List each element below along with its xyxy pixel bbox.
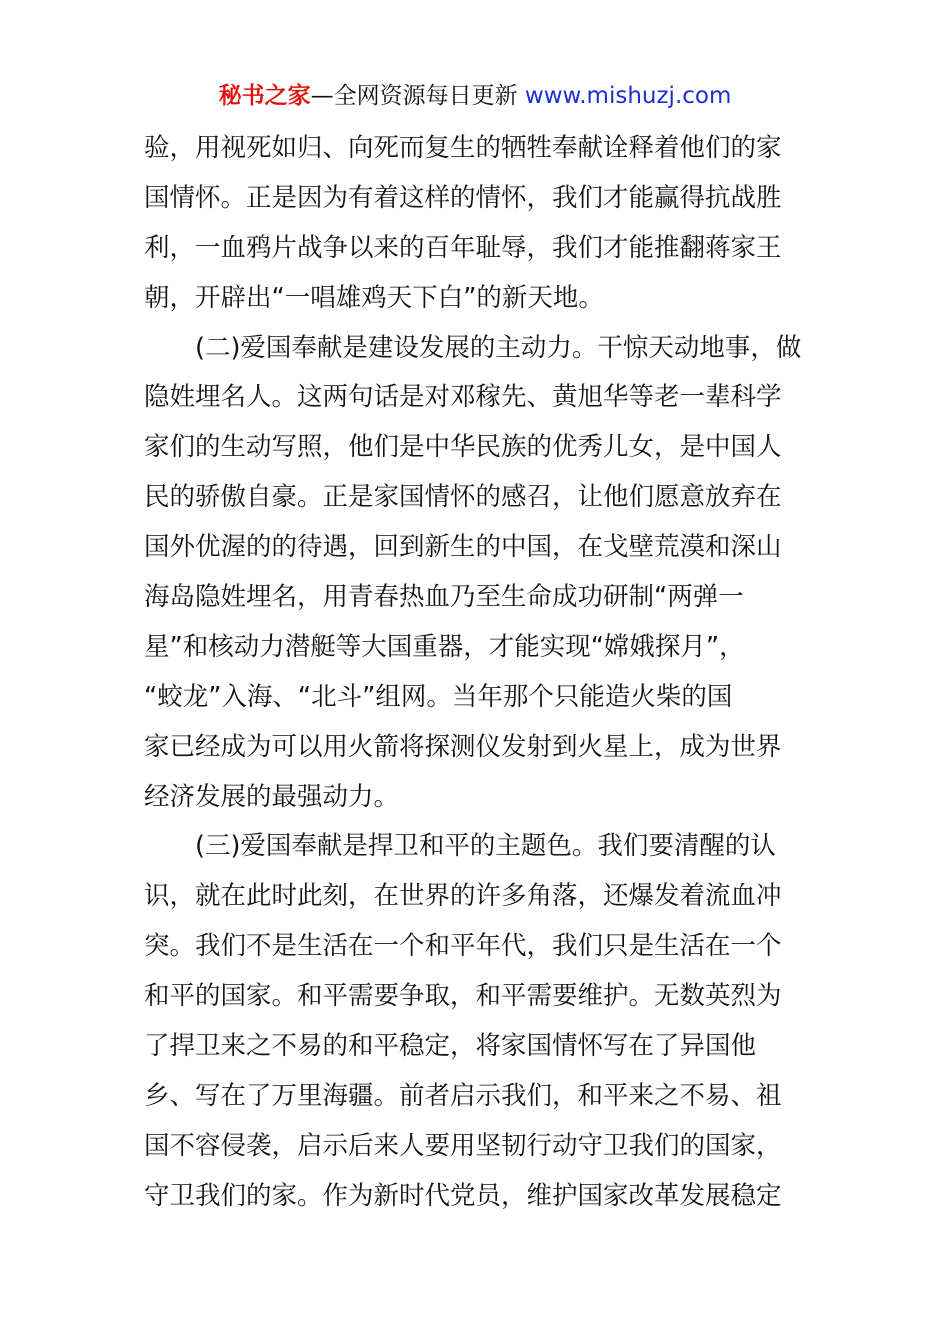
text-line: 国不容侵袭，启示后来人要用坚韧行动守卫我们的国家， <box>144 1130 782 1161</box>
text-line: 星”和核动力潜艇等大国重器，才能实现“嫦娥探月”， <box>144 631 745 662</box>
text-line: 验，用视死如归、向死而复生的牺牲奉献诠释着他们的家 <box>144 133 782 163</box>
text-line: “蛟龙”入海、“北斗”组网。当年那个只能造火柴的国 <box>144 681 733 712</box>
text-line: 国外优渥的的待遇，回到新生的中国，在戈壁荒漠和深山 <box>144 532 782 563</box>
document-body <box>144 124 808 1222</box>
text-line: 突。我们不是生活在一个和平年代，我们只是生活在一个 <box>144 931 782 962</box>
text-line: 乡、写在了万里海疆。前者启示我们，和平来之不易、祖 <box>144 1080 782 1111</box>
text-line: 国情怀。正是因为有着这样的情怀，我们才能赢得抗战胜 <box>144 182 782 213</box>
text-line: 和平的国家。和平需要争取，和平需要维护。无数英烈为 <box>144 981 782 1012</box>
text-line: 家们的生动写照，他们是中华民族的优秀儿女，是中国人 <box>144 432 782 463</box>
header-tagline: —全网资源每日更新 <box>310 83 518 109</box>
text-line: 了捍卫来之不易的和平稳定，将家国情怀写在了异国他 <box>144 1031 757 1062</box>
text-line: 家已经成为可以用火箭将探测仪发射到火星上，成为世界 <box>144 731 782 762</box>
text-line: 海岛隐姓埋名，用青春热血乃至生命成功研制“两弹一 <box>144 582 744 613</box>
text-line: 守卫我们的家。作为新时代党员，维护国家改革发展稳定 <box>144 1180 782 1211</box>
section-heading-line: (二)爱国奉献是建设发展的主动力。干惊天动地事，做 <box>195 332 802 363</box>
text-line: 利，一血鸦片战争以来的百年耻辱，我们才能推翻蒋家王 <box>144 232 782 263</box>
text-line: 民的骄傲自豪。正是家国情怀的感召，让他们愿意放弃在 <box>144 482 782 513</box>
text-line: 朝，开辟出“一唱雄鸡天下白”的新天地。 <box>144 282 604 313</box>
section-heading-line: (三)爱国奉献是捍卫和平的主题色。我们要清醒的认 <box>195 831 776 862</box>
site-url-link[interactable]: www.mishuzj.com <box>524 83 732 109</box>
text-line: 隐姓埋名人。这两句话是对邓稼先、黄旭华等老一辈科学 <box>144 382 782 413</box>
site-header <box>0 80 950 112</box>
brand-name: 秘书之家 <box>218 83 311 109</box>
text-line: 识，就在此时此刻，在世界的许多角落，还爆发着流血冲 <box>144 881 782 912</box>
text-line: 经济发展的最强动力。 <box>144 781 400 812</box>
